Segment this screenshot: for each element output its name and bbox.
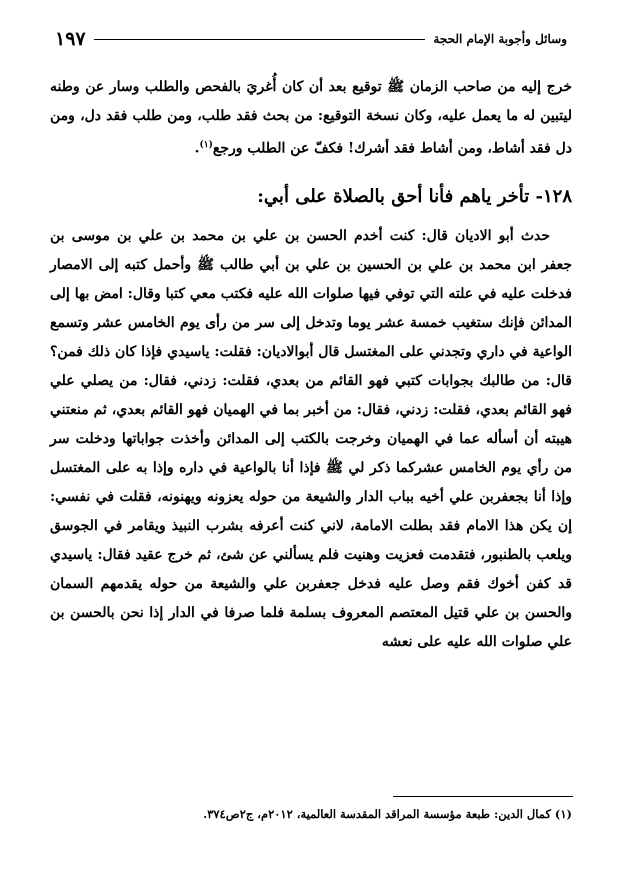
- header-rule: [94, 39, 426, 40]
- page-number: ١٩٧: [55, 28, 86, 50]
- page-header: [55, 26, 567, 52]
- footnote-rule: [393, 796, 573, 797]
- intro-paragraph: [50, 73, 572, 164]
- body-paragraph: حدث أبو الاديان قال: كنت أخدم الحسن بن علي بن محمد بن علي بن موسى بن جعفر ابن محمد بن علي بن الحسين بن علي بن أبي طالب ﷺ وأحمل كتبه إلى الامصار فدخلت عليه في علته التي توفي فيها صلوات الله عليه فكتب معي كتبا وقال: امض بها إلى المدائن فإنك ستغيب خمسة عشر يوما وتدخل إلى سر من رأى يوم الخامس عشر وتسمع الواعية في داري وتجدني على المغتسل قال أبوالاديان: فقلت: ياسيدي فإذا كان ذلك فمن؟ قال: من طالبك بجوابات كتبي فهو القائم من بعدي، فقلت: زدني، فقال: من يصلي علي فهو القائم بعدي، فقلت: زدني، فقال: من أخبر بما في الهميان فهو القائم بعدي، ثم منعتني هيبته أن أسأله عما في الهميان وخرجت بالكتب إلى المدائن وأخذت جواباتها ودخلت سر من رأي يوم الخامس عشركما ذكر لي ﷺ فإذا أنا بالواعية في داره وإذا به على المغتسل وإذا أنا بجعفربن علي أخيه بباب الدار والشيعة من حوله يعزونه ويهنونه، فقلت في نفسي: إن يكن هذا الامام فقد بطلت الامامة، لاني كنت أعرفه بشرب النبيذ ويقامر في الجوسق ويلعب بالطنبور، فتقدمت فعزيت وهنيت فلم يسألني عن شئ، ثم خرج عقيد فقال: ياسيدي قد كفن أخوك فقم وصل عليه فدخل جعفربن علي والشيعة من حوله يقدمهم السمان والحسن بن علي قتيل المعتصم المعروف بسلمة فلما صرفا في الدار إذا نحن بالحسن بن علي صلوات الله عليه على نعشه: [50, 227, 572, 650]
- section-heading: ١٢٨- تأخر ياهم فأنا أحق بالصلاة على أبي:: [257, 185, 572, 207]
- intro-end: .: [194, 140, 200, 157]
- footnote-reference: (١): [199, 140, 213, 150]
- running-title: وسائل وأجوبة الإمام الحجة: [433, 32, 567, 46]
- main-text: [50, 73, 572, 657]
- intro-text: خرج إليه من صاحب الزمان ﷺ توقيع بعد أن كان أُغريَ بالفحص والطلب وسار عن وطنه ليتبين له ما يعمل عليه، وكان نسخة التوقيع: من بحث فقد طلب، ومن طلب فقد دل، ومن دل فقد أشاط، ومن أشاط فقد أشرك! فكفّ عن الطلب ورجع: [50, 79, 572, 157]
- footnote: (١) كمال الدين: طبعة مؤسسة المراقد المقدسة العالمية، ٢٠١٢م، ج٢ص٣٧٤.: [203, 807, 572, 821]
